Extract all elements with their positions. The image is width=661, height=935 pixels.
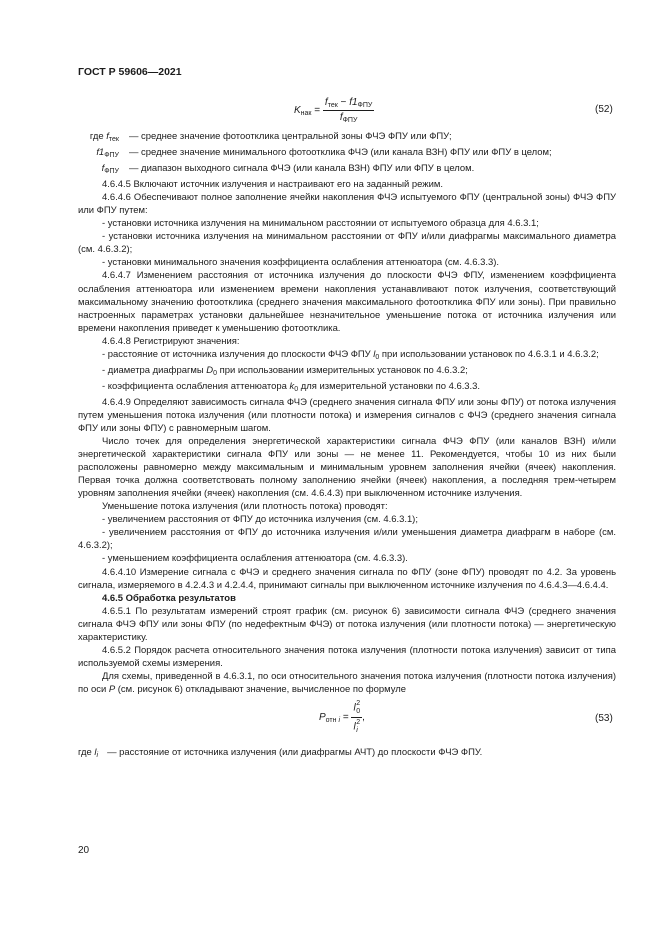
- paragraph: [78, 670, 616, 696]
- list-item: - установки источника излучения на минимальном расстоянии от ФПУ и/или диафрагмы максимального диаметра (см. 4.6.3.2);: [78, 231, 616, 256]
- definition-row: [78, 746, 616, 762]
- eq53-comma: ,: [362, 712, 365, 724]
- document-header: ГОСТ Р 59606—2021: [78, 66, 182, 78]
- eq53-lhs-sub1: отн: [325, 717, 337, 725]
- eq53-den-scripts: [356, 719, 360, 735]
- body-text: [78, 130, 616, 696]
- formula-53: [319, 700, 365, 735]
- eq53-lhs: P: [319, 712, 326, 724]
- list-item: - увеличением расстояния от ФПУ до источника излучения (см. 4.6.3.1);: [102, 514, 418, 526]
- def-sub: ФПУ: [104, 152, 119, 160]
- symbol: k: [289, 380, 295, 392]
- eq52-numerator: [323, 97, 374, 111]
- eq53-num-scripts: [356, 700, 360, 716]
- list-item: - установки минимального значения коэффициента ослабления аттенюатора (см. 4.6.3.3).: [102, 257, 499, 269]
- paragraph: 4.6.4.10 Измерение сигнала с ФЧЭ и среднего значения сигнала по ФПУ (зоне ФПУ) проводят по 4.2. За уровень сигнала, измеряемого в 4.2.4.3 и 4.2.4.4, принимают сигналы при выключенном источнике излучения по 4.6.4.3—4.6.4.4.: [78, 566, 616, 591]
- text-run: при использовании измерительных установок по 4.6.3.2;: [217, 364, 468, 376]
- eq53-lhs-sub2: i: [338, 717, 341, 725]
- definition-text: — расстояние от источника излучения (или диафрагмы АЧТ) до плоскости ФЧЭ ФПУ.: [107, 747, 483, 758]
- paragraph: 4.6.4.6 Обеспечивают полное заполнение ячейки накопления ФЧЭ испытуемого ФПУ (центральной зоны) ФЧЭ ФПУ или ФПУ путем:: [78, 192, 616, 217]
- eq53-den-sup: 2: [356, 719, 361, 726]
- text-run: (см. рисунок 6) откладывают значение, вычисленное по формуле: [115, 683, 406, 695]
- text-run: Для схемы, приведенной в 4.6.3.1, по оси относительного значения потока излучения (плотности потока излучения) по оси: [78, 670, 616, 695]
- eq52-equals: =: [314, 105, 321, 117]
- definition-symbol: [78, 130, 123, 146]
- def-sym: l: [94, 747, 97, 758]
- definition-row: [78, 162, 616, 178]
- eq52-fraction: [323, 97, 374, 124]
- definition-text: — диапазон выходного сигнала ФЧЭ (или канала ВЗН) ФПУ или ФПУ в целом.: [129, 163, 475, 175]
- eq53-fraction: [351, 700, 362, 735]
- text-run: - расстояние от источника излучения до плоскости ФЧЭ ФПУ: [102, 348, 374, 360]
- text-run: при использовании установок по 4.6.3.1 и 4.6.3.2;: [379, 348, 599, 360]
- eq52-minus: −: [337, 97, 350, 108]
- eq53-num-l: l: [353, 702, 356, 714]
- paragraph: Число точек для определения энергетической характеристики сигнала ФЧЭ ФПУ (или каналов ВЗН) и/или энергетической характеристики сигнала ФПУ или зоны — не менее 11. Рекомендуется, чтобы 10 из них были расположены равномерно между максимальным и минимальным уровнем заполнения ячейки (ячеек) накопления. Первая точка должна соответствовать полному заполнению ячейки (ячеек) накопления, а последняя трем-четырем уровням заполнения ячейки (ячеек) накопления (см. 4.6.4.3) при выключенном источнике излучения.: [78, 436, 616, 500]
- text-run: для измерительной установки по 4.6.3.3.: [298, 380, 481, 392]
- definition-symbol: [78, 146, 123, 162]
- definition-row: [78, 130, 616, 146]
- eq53-den-sub: i: [356, 727, 358, 734]
- paragraph: Уменьшение потока излучения (или плотность потока) проводят:: [102, 501, 388, 513]
- list-item: - установки источника излучения на минимальном расстоянии от испытуемого образца для 4.6.3.1;: [102, 218, 539, 230]
- def-sub: ФПУ: [104, 168, 119, 176]
- paragraph: 4.6.4.8 Регистрируют значения:: [102, 335, 240, 347]
- paragraph: 4.6.4.9 Определяют зависимость сигнала ФЧЭ (среднего значения сигнала ФПУ или зоны ФПУ) от потока излучения путем уменьшения потока излучения (или плотности потока) и измерения сигналов с ФЧЭ (среднего значения сигнала ФПУ или зоны ФПУ) с равномерным шагом.: [78, 396, 616, 434]
- list-item: - уменьшением коэффициента ослабления аттенюатора (см. 4.6.3.3).: [102, 553, 408, 565]
- eq52-den-f: f: [339, 112, 343, 123]
- def-sub: i: [96, 752, 99, 759]
- eq52-num-f1: f1: [349, 97, 358, 108]
- symbol: P: [108, 683, 116, 695]
- eq53-den-l: l: [353, 721, 356, 733]
- eq52-den-f-sub: ФПУ: [342, 117, 358, 124]
- definition-text: — среднее значение фотоотклика центральной зоны ФЧЭ ФПУ или ФПУ;: [129, 131, 452, 142]
- eq53-num-sup: 2: [356, 700, 361, 707]
- eq52-lhs-sub: нак: [300, 110, 312, 118]
- eq52-num-f-sub: тек: [327, 102, 338, 109]
- eq52-num-f: f: [324, 97, 328, 108]
- symbol: D: [206, 364, 214, 376]
- definition-symbol: [78, 746, 98, 762]
- definition-symbol: [78, 162, 123, 178]
- symbol-sub: 0: [375, 353, 380, 361]
- eq52-lhs: K: [294, 105, 301, 117]
- def-sym: f: [106, 131, 109, 142]
- definition-text: — среднее значение минимального фотоотклика ФЧЭ (или канала ВЗН) ФПУ или ФПУ в целом;: [129, 147, 552, 159]
- eq53-numerator: [351, 700, 362, 718]
- symbol-sub: 0: [294, 385, 299, 393]
- paragraph: 4.6.4.7 Изменением расстояния от источника излучения до плоскости ФЧЭ ФПУ, изменением коэффициента ослабления аттенюатора или изменением времени накопления устанавливают поток излучения, соответствующий максимальному значению фотоотклика (среднего значения максимального фотоотклика ФПУ или зоны). При правильно настроенных параметрах установки дальнейшее незначительное уменьшение потока от источника излучения или времени накопления приведет к уменьшению фотоотклика.: [78, 270, 616, 334]
- symbol-sub: 0: [213, 369, 218, 377]
- def-sub: тек: [108, 136, 119, 143]
- section-heading: 4.6.5 Обработка результатов: [102, 592, 236, 604]
- where-label: где: [78, 747, 92, 758]
- eq53-num-sub: 0: [356, 708, 361, 715]
- list-item: [78, 380, 616, 396]
- definition-row: [78, 146, 616, 162]
- list-item: [78, 364, 616, 380]
- eq52-denominator: [323, 111, 374, 124]
- formula-52: [294, 97, 374, 124]
- paragraph: 4.6.4.5 Включают источник излучения и настраивают его на заданный режим.: [102, 179, 443, 191]
- def-sym: f1: [96, 147, 105, 159]
- text-run: - коэффициента ослабления аттенюатора: [102, 380, 290, 392]
- eq53-equals: =: [342, 712, 349, 724]
- equation-number-52: (52): [595, 104, 613, 115]
- list-item: - увеличением расстояния от ФПУ до источника излучения и/или уменьшения диаметра диафрагм в наборе (см. 4.6.3.2);: [78, 527, 616, 552]
- text-run: - диаметра диафрагмы: [102, 364, 207, 376]
- paragraph: 4.6.5.2 Порядок расчета относительного значения потока излучения (плотности потока излучения) зависит от типа используемой схемы измерения.: [78, 644, 616, 669]
- eq53-denominator: [351, 718, 362, 735]
- def-sym: f: [101, 163, 105, 175]
- page-number: 20: [78, 845, 90, 856]
- where-label: где: [89, 131, 104, 142]
- equation-number-53: (53): [595, 713, 613, 724]
- list-item: [78, 348, 616, 364]
- eq52-num-f1-sub: ФПУ: [357, 102, 373, 109]
- definitions-53: [78, 746, 616, 762]
- paragraph: 4.6.5.1 По результатам измерений строят график (см. рисунок 6) зависимости сигнала ФЧЭ (среднего значения сигнала ФЧЭ ФПУ или зоны ФПУ (по недефектным ФЧЭ) от потока излучения (или плотности потока) — энергетическую характеристику.: [78, 605, 616, 643]
- symbol: l: [373, 348, 376, 360]
